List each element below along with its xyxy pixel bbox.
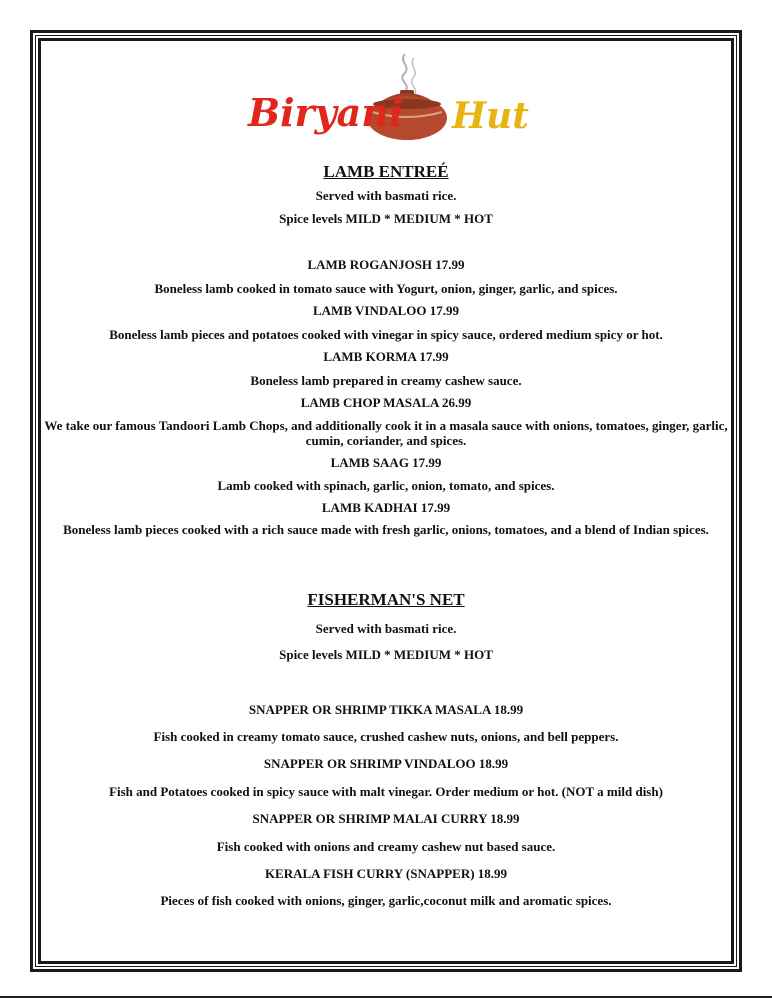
dish-name: KERALA FISH CURRY (SNAPPER) 18.99 bbox=[264, 866, 508, 881]
dish-name: LAMB VINDALOO 17.99 bbox=[312, 303, 460, 318]
dish-name: SNAPPER OR SHRIMP TIKKA MASALA 18.99 bbox=[248, 702, 524, 717]
dish-description: Boneless lamb pieces and potatoes cooked with vinegar in spicy sauce, ordered medium spicy or hot. bbox=[109, 327, 663, 342]
dish-name: LAMB SAAG 17.99 bbox=[330, 455, 442, 470]
biryani-hut-logo bbox=[240, 48, 540, 144]
dish-description: Fish cooked in creamy tomato sauce, crushed cashew nuts, onions, and bell peppers. bbox=[153, 729, 619, 744]
section-title-lamb: LAMB ENTREÉ bbox=[323, 162, 449, 181]
dish-name: LAMB ROGANJOSH 17.99 bbox=[307, 257, 465, 272]
dish-description: Fish and Potatoes cooked in spicy sauce with malt vinegar. Order medium or hot. (NOT a mild dish) bbox=[109, 784, 663, 799]
dish-description: Boneless lamb prepared in creamy cashew sauce. bbox=[250, 373, 522, 388]
dish-name: LAMB KADHAI 17.99 bbox=[321, 500, 451, 515]
dish-description: Boneless lamb cooked in tomato sauce with Yogurt, onion, ginger, garlic, and spices. bbox=[154, 281, 618, 296]
logo-word-biryani: Biryani bbox=[248, 90, 404, 135]
dish-description: Pieces of fish cooked with onions, ginger, garlic,coconut milk and aromatic spices. bbox=[160, 893, 612, 908]
fish-served-note: Served with basmati rice. bbox=[315, 621, 457, 636]
steam-icon bbox=[402, 54, 407, 90]
dish-description: Lamb cooked with spinach, garlic, onion, tomato, and spices. bbox=[217, 478, 555, 493]
bottom-rule bbox=[0, 996, 772, 998]
dish-name: LAMB KORMA 17.99 bbox=[323, 349, 449, 364]
dish-description: We take our famous Tandoori Lamb Chops, and additionally cook it in a masala sauce with onions, tomatoes, ginger, garlic, cumin, coriander, and spices. bbox=[44, 418, 728, 448]
dish-name: SNAPPER OR SHRIMP MALAI CURRY 18.99 bbox=[252, 811, 520, 826]
section-title-fish: FISHERMAN'S NET bbox=[307, 590, 465, 609]
logo-word-hut: Hut bbox=[452, 95, 529, 137]
fish-spice-levels: Spice levels MILD * MEDIUM * HOT bbox=[279, 647, 493, 662]
dish-name: SNAPPER OR SHRIMP VINDALOO 18.99 bbox=[263, 756, 509, 771]
dish-description: Boneless lamb pieces cooked with a rich sauce made with fresh garlic, onions, tomatoes, and a blend of Indian spices. bbox=[63, 522, 709, 537]
lamb-served-note: Served with basmati rice. bbox=[315, 188, 457, 203]
lamb-spice-levels: Spice levels MILD * MEDIUM * HOT bbox=[279, 211, 493, 226]
dish-name: LAMB CHOP MASALA 26.99 bbox=[300, 395, 472, 410]
dish-description: Fish cooked with onions and creamy cashew nut based sauce. bbox=[216, 839, 556, 854]
